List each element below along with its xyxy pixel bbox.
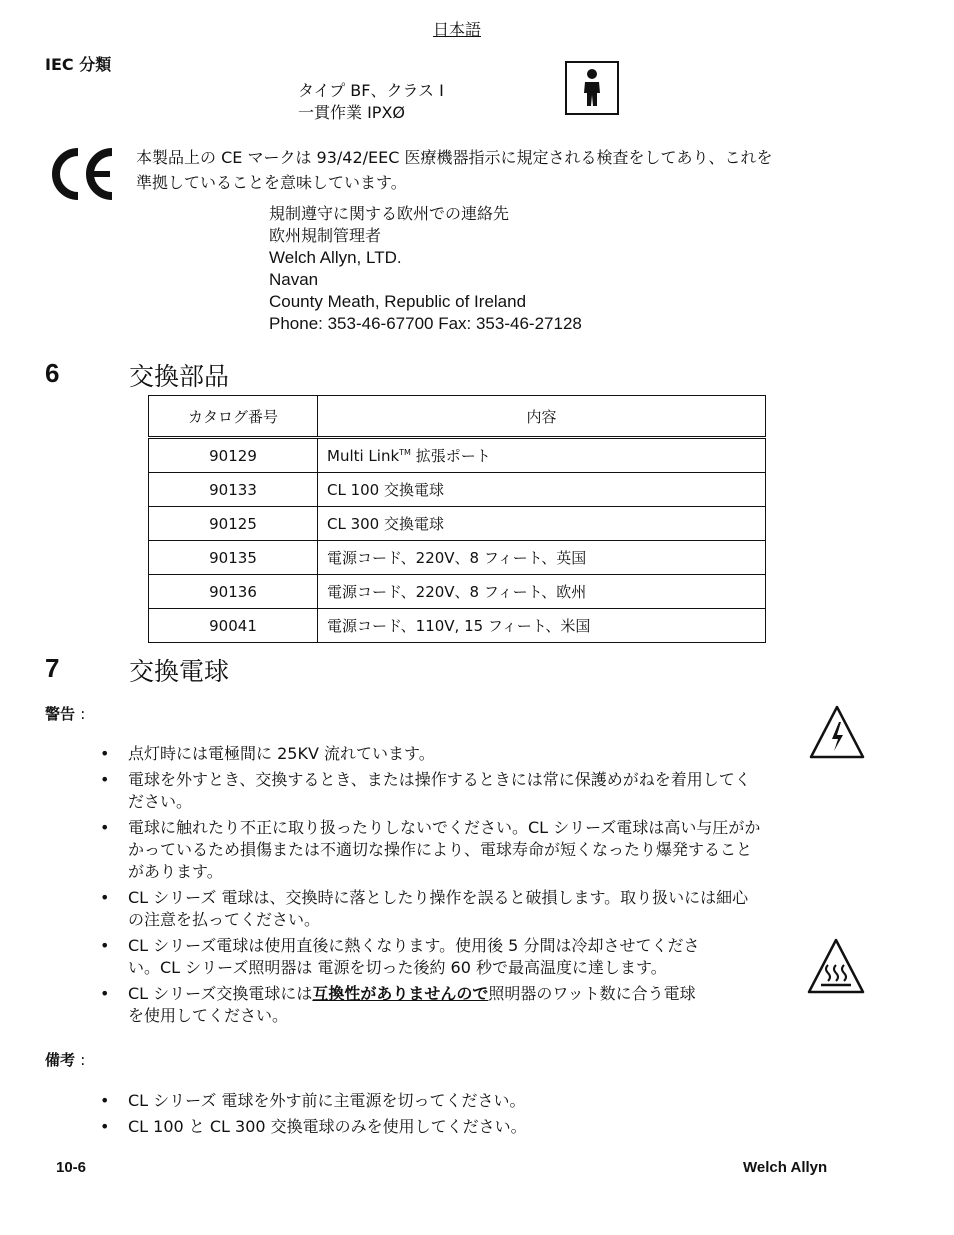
table-row (149, 575, 766, 609)
note-item: • CL 100 と CL 300 交換電球のみを使用してください。 (100, 1116, 860, 1138)
section-6-title: 交換部品 (129, 362, 230, 391)
note-label-text: 備考 (45, 1051, 76, 1069)
type-bf-person-icon (565, 61, 619, 115)
ce-mark-icon (48, 146, 118, 202)
iec-classification-label: IEC 分類 (45, 55, 112, 74)
contact-subheading: 欧州規制管理者 (269, 226, 382, 245)
catalog-cell: 90135 (149, 541, 318, 575)
warning-line: • CL シリーズ 電球は、交換時に落としたり操作を誤ると破損します。取り扱いには細心 (128, 888, 749, 907)
table-header-row (149, 396, 766, 438)
language-header: 日本語 (432, 20, 481, 39)
warning-line: い。CL シリーズ照明器は 電源を切った後約 60 秒で最高温度に達します。 (128, 958, 667, 977)
trademark-mark: TM (399, 448, 411, 457)
warning-item (100, 817, 870, 883)
iec-type-line: タイプ BF、クラス I (298, 81, 444, 100)
page-number: 10-6 (56, 1159, 87, 1176)
contact-company: Welch Allyn, LTD. (269, 248, 402, 267)
warning-line: があります。 (128, 862, 223, 881)
catalog-cell: 90041 (149, 609, 318, 643)
contact-county: County Meath, Republic of Ireland (269, 292, 527, 311)
description-text: 拡張ポート (410, 447, 491, 465)
contact-town: Navan (269, 270, 319, 289)
table-row (149, 609, 766, 643)
warning-emphasis: 互換性がありませんので (312, 984, 489, 1003)
iec-classification-text (298, 80, 444, 124)
warning-text: CL シリーズ交換電球には (128, 984, 313, 1003)
table-row (149, 473, 766, 507)
contact-phone: Phone: 353-46-67700 Fax: 353-46-27128 (269, 314, 582, 333)
catalog-cell: 90129 (149, 438, 318, 473)
warning-line: かっているため損傷または不適切な操作により、電球寿命が短くなったり爆発すること (128, 840, 753, 859)
hot-surface-warning-icon (806, 937, 866, 995)
description-header: 内容 (318, 396, 766, 438)
description-cell (318, 438, 766, 473)
warning-line: • CL シリーズ電球は使用直後に熱くなります。使用後 5 分間は冷却させてくださ (128, 936, 700, 955)
warning-list (100, 743, 870, 1031)
table-row (149, 438, 766, 473)
warning-line: の注意を払ってください。 (128, 910, 321, 929)
warning-line: を使用してください。 (128, 1006, 289, 1025)
ce-statement-line2: 準拠していることを意味しています。 (136, 173, 407, 192)
label-colon: : (80, 705, 86, 723)
description-cell: 電源コード、220V、8 フィート、欧州 (318, 575, 766, 609)
warning-item (100, 983, 870, 1027)
warning-text: 照明器のワット数に合う電球 (488, 984, 696, 1003)
warning-label-text: 警告 (45, 705, 76, 723)
section-7-title: 交換電球 (129, 657, 230, 686)
warning-item (100, 743, 870, 765)
table-row (149, 541, 766, 575)
footer-brand: Welch Allyn (743, 1159, 828, 1176)
description-cell: 電源コード、220V、8 フィート、英国 (318, 541, 766, 575)
description-cell: CL 100 交換電球 (318, 473, 766, 507)
section-7-number: 7 (45, 653, 60, 683)
catalog-number-header: カタログ番号 (149, 396, 318, 438)
replacement-parts-table (148, 395, 766, 643)
catalog-cell: 90136 (149, 575, 318, 609)
warning-line: • 電球を外すとき、交換するとき、または操作するときには常に保護めがねを着用してく (128, 770, 751, 789)
description-text: Multi Link (327, 447, 400, 465)
warning-line: 点灯時には電極間に 25KV 流れています。 (128, 744, 435, 763)
description-cell: 電源コード、110V, 15 フィート、米国 (318, 609, 766, 643)
table-row (149, 507, 766, 541)
warning-label (45, 703, 85, 724)
note-label (45, 1049, 85, 1070)
ce-statement (136, 145, 876, 195)
warning-item (100, 887, 870, 931)
warning-item (100, 769, 870, 813)
warning-item (100, 935, 870, 979)
section-6-number: 6 (45, 358, 60, 388)
catalog-cell: 90125 (149, 507, 318, 541)
note-list (100, 1090, 860, 1142)
label-colon: : (80, 1051, 86, 1069)
eu-contact-block (269, 203, 582, 335)
iec-ip-line: 一貫作業 IPXØ (298, 103, 406, 122)
description-cell: CL 300 交換電球 (318, 507, 766, 541)
warning-line: • 電球に触れたり不正に取り扱ったりしないでください。CL シリーズ電球は高い与圧がか (128, 818, 761, 837)
note-item: • CL シリーズ 電球を外す前に主電源を切ってください。 (100, 1090, 860, 1112)
ce-statement-line1: 本製品上の CE マークは 93/42/EEC 医療機器指示に規定される検査をしてあり、これを (136, 148, 773, 167)
catalog-cell: 90133 (149, 473, 318, 507)
contact-heading: 規制遵守に関する欧州での連絡先 (269, 204, 510, 223)
warning-line: ださい。 (128, 792, 193, 811)
